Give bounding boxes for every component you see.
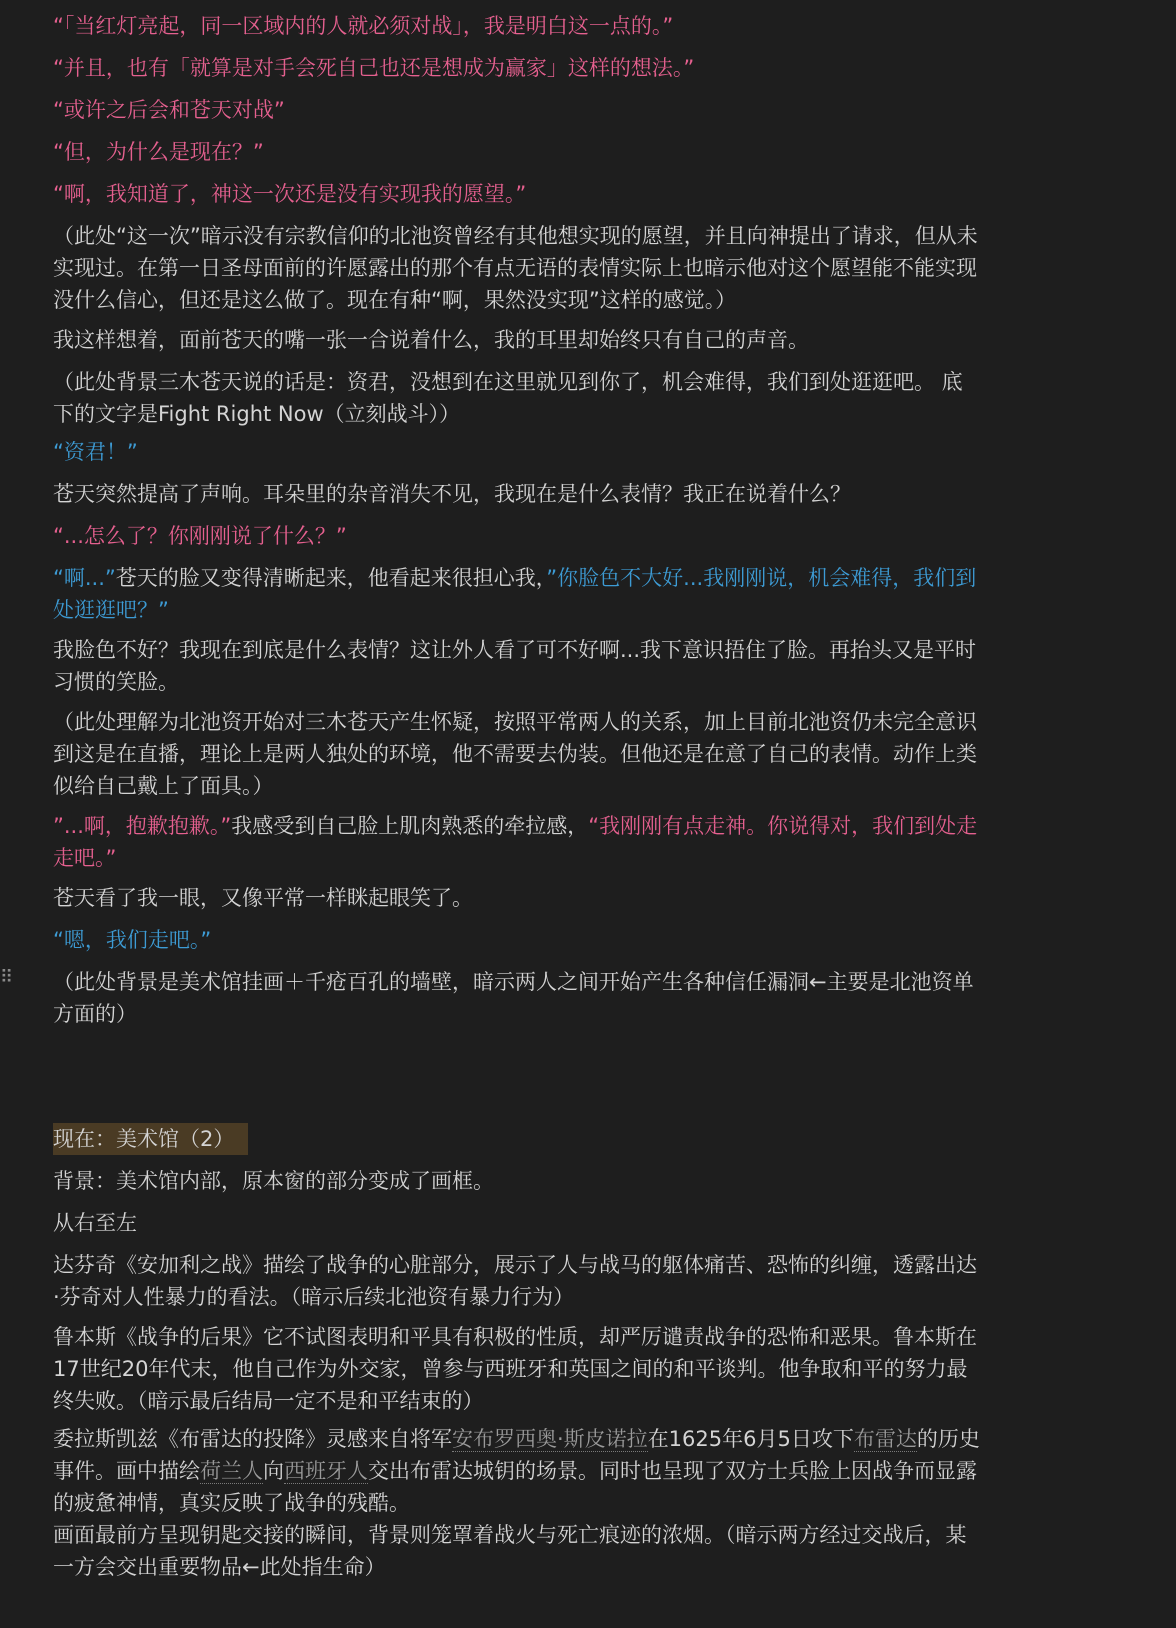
dialogue-paragraph: [53, 366, 1005, 430]
text-line: [53, 842, 1005, 874]
text-line: [53, 1487, 1005, 1519]
text-line: [53, 94, 1005, 126]
text-run: “我刚刚有点走神。你说得对，我们到处走: [588, 814, 978, 838]
dialogue-paragraph: [53, 478, 1005, 510]
text-run: （此处背景三木苍天说的话是：资君，没想到在这里就见到你了，机会难得，我们到处逛逛吧。 底: [53, 370, 963, 394]
text-run: 我这样想着，面前苍天的嘴一张一合说着什么，我的耳里却始终只有自己的声音。: [53, 328, 809, 352]
dialogue-paragraph: [53, 634, 1005, 698]
text-run: 似给自己戴上了面具。）: [53, 774, 274, 798]
text-run: 在1625年6月5日攻下: [647, 1427, 854, 1451]
text-line: [53, 1423, 1005, 1455]
notes-paragraph: [53, 1165, 1005, 1197]
text-line: [53, 882, 1005, 914]
dialogue-paragraph: [53, 136, 1005, 168]
text-run: 苍天的脸又变得清晰起来，他看起来很担心我，: [115, 566, 547, 590]
text-line: [53, 1455, 1005, 1487]
text-line: [53, 1165, 1005, 1197]
dialogue-paragraph: [53, 706, 1005, 802]
text-run: 一方会交出重要物品←此处指生命）: [53, 1555, 386, 1579]
dialogue-paragraph: [53, 924, 1005, 956]
text-line: [53, 366, 1005, 398]
dialogue-paragraph: [53, 520, 1005, 552]
inline-link[interactable]: 荷兰人: [200, 1459, 263, 1483]
text-line: [53, 436, 1005, 468]
text-line: [53, 324, 1005, 356]
text-run: “啊，我知道了，神这一次还是没有实现我的愿望。”: [53, 182, 527, 206]
notes-paragraph: [53, 1249, 1005, 1313]
text-run: 背景：美术馆内部，原本窗的部分变成了画框。: [53, 1169, 494, 1193]
text-run: 方面的）: [53, 1002, 137, 1026]
text-run: “...怎么了？你刚刚说了什么？”: [53, 524, 347, 548]
section-heading: 现在：美术馆（2）: [53, 1123, 248, 1155]
text-line: [53, 810, 1005, 842]
text-run: “嗯，我们走吧。”: [53, 928, 212, 952]
notes-paragraph: [53, 1207, 1005, 1239]
text-run: 没什么信心，但还是这么做了。现在有种“啊，果然没实现”这样的感觉。）: [53, 288, 737, 312]
dialogue-paragraph: [53, 52, 1005, 84]
text-run: “或许之后会和苍天对战”: [53, 98, 285, 122]
text-line: [53, 1385, 1005, 1417]
text-line: [53, 252, 1005, 284]
text-line: [53, 220, 1005, 252]
text-line: [53, 1207, 1005, 1239]
text-run: “资君！”: [53, 440, 138, 464]
text-line: [53, 738, 1005, 770]
text-line: [53, 178, 1005, 210]
text-line: [53, 1519, 1005, 1551]
dialogue-paragraph: [53, 10, 1005, 42]
text-run: 到这是在直播，理论上是两人独处的环境，他不需要去伪装。但他还是在意了自己的表情。动作上类: [53, 742, 977, 766]
inline-link[interactable]: 西班牙人: [284, 1459, 368, 1483]
text-run: 委拉斯凯兹《布雷达的投降》灵感来自将军: [53, 1427, 452, 1451]
text-line: [53, 284, 1005, 316]
text-run: 下的文字是Fight Right Now（立刻战斗））: [53, 402, 461, 426]
text-line: [53, 1353, 1005, 1385]
text-line: [53, 924, 1005, 956]
text-run: （此处背景是美术馆挂画＋千疮百孔的墙壁，暗示两人之间开始产生各种信任漏洞←主要是北池资单: [53, 970, 974, 994]
text-run: 交出布雷达城钥的场景。同时也呈现了双方士兵脸上因战争而显露: [368, 1459, 977, 1483]
drag-handle-icon[interactable]: ⠿: [0, 967, 14, 988]
dialogue-paragraph: [53, 220, 1005, 316]
text-run: 走吧。”: [53, 846, 117, 870]
text-line: [53, 1551, 1005, 1583]
text-line: [53, 520, 1005, 552]
text-line: [53, 136, 1005, 168]
text-run: 终失败。（暗示最后结局一定不是和平结束的）: [53, 1389, 484, 1413]
text-run: 17世纪20年代末，他自己作为外交家，曾参与西班牙和英国之间的和平谈判。他争取和平的努力最: [53, 1357, 968, 1381]
text-run: 从右至左: [53, 1211, 137, 1235]
text-run: 我脸色不好？我现在到底是什么表情？这让外人看了可不好啊...我下意识捂住了脸。再抬头又是平时: [53, 638, 977, 662]
text-run: 习惯的笑脸。: [53, 670, 179, 694]
text-run: 处逛逛吧？”: [53, 598, 169, 622]
dialogue-paragraph: [53, 810, 1005, 874]
dialogue-paragraph: [53, 436, 1005, 468]
text-run: ”...啊，抱歉抱歉。”: [53, 814, 232, 838]
text-run: “「当红灯亮起，同一区域内的人就必须对战」，我是明白这一点的。”: [53, 14, 674, 38]
dialogue-paragraph: [53, 178, 1005, 210]
text-run: “但，为什么是现在？”: [53, 140, 264, 164]
text-run: 向: [263, 1459, 284, 1483]
inline-link[interactable]: 安布罗西奥·斯皮诺拉: [452, 1427, 648, 1451]
text-line: [53, 1321, 1005, 1353]
text-line: [53, 998, 1005, 1030]
notes-paragraph: [53, 1321, 1005, 1417]
dialogue-paragraph: [53, 562, 1005, 626]
text-run: 苍天突然提高了声响。耳朵里的杂音消失不见，我现在是什么表情？我正在说着什么？: [53, 482, 851, 506]
text-line: [53, 770, 1005, 802]
text-line: [53, 1281, 1005, 1313]
text-line: [53, 1249, 1005, 1281]
text-run: ”你脸色不大好...我刚刚说，机会难得，我们到: [546, 566, 977, 590]
text-line: [53, 666, 1005, 698]
inline-link[interactable]: 布雷达: [853, 1427, 917, 1451]
dialogue-paragraph: [53, 966, 1005, 1030]
text-line: [53, 634, 1005, 666]
text-line: [53, 398, 1005, 430]
text-line: [53, 52, 1005, 84]
dialogue-paragraph: [53, 882, 1005, 914]
text-run: （此处理解为北池资开始对三木苍天产生怀疑，按照平常两人的关系，加上目前北池资仍未完全意识: [53, 710, 977, 734]
text-run: 苍天看了我一眼，又像平常一样眯起眼笑了。: [53, 886, 473, 910]
dialogue-paragraph: [53, 324, 1005, 356]
text-line: [53, 562, 1005, 594]
text-run: 的疲惫神情，真实反映了战争的残酷。: [53, 1491, 410, 1515]
text-run: 的历史: [916, 1427, 980, 1451]
text-line: [53, 10, 1005, 42]
text-line: [53, 594, 1005, 626]
text-run: 鲁本斯《战争的后果》它不试图表明和平具有积极的性质，却严厉谴责战争的恐怖和恶果。鲁本斯在: [53, 1325, 977, 1349]
text-run: 事件。画中描绘: [53, 1459, 200, 1483]
text-line: [53, 966, 1005, 998]
text-run: 达芬奇《安加利之战》描绘了战争的心脏部分，展示了人与战马的躯体痛苦、恐怖的纠缠，透露出达: [53, 1253, 977, 1277]
text-line: [53, 478, 1005, 510]
text-run: 实现过。在第一日圣母面前的许愿露出的那个有点无语的表情实际上也暗示他对这个愿望能不能实现: [53, 256, 977, 280]
text-run: ·芬奇对人性暴力的看法。（暗示后续北池资有暴力行为）: [53, 1285, 575, 1309]
text-run: （此处“这一次”暗示没有宗教信仰的北池资曾经有其他想实现的愿望，并且向神提出了请求，但从未: [53, 224, 978, 248]
text-run: 我感受到自己脸上肌肉熟悉的牵拉感，: [231, 814, 589, 838]
text-run: 画面最前方呈现钥匙交接的瞬间，背景则笼罩着战火与死亡痕迹的浓烟。（暗示两方经过交战后，某: [53, 1523, 967, 1547]
text-run: “并且，也有「就算是对手会死自己也还是想成为赢家」这样的想法。”: [53, 56, 695, 80]
notes-paragraph: [53, 1423, 1005, 1583]
text-run: “啊...”: [53, 566, 116, 590]
text-line: [53, 706, 1005, 738]
dialogue-paragraph: [53, 94, 1005, 126]
